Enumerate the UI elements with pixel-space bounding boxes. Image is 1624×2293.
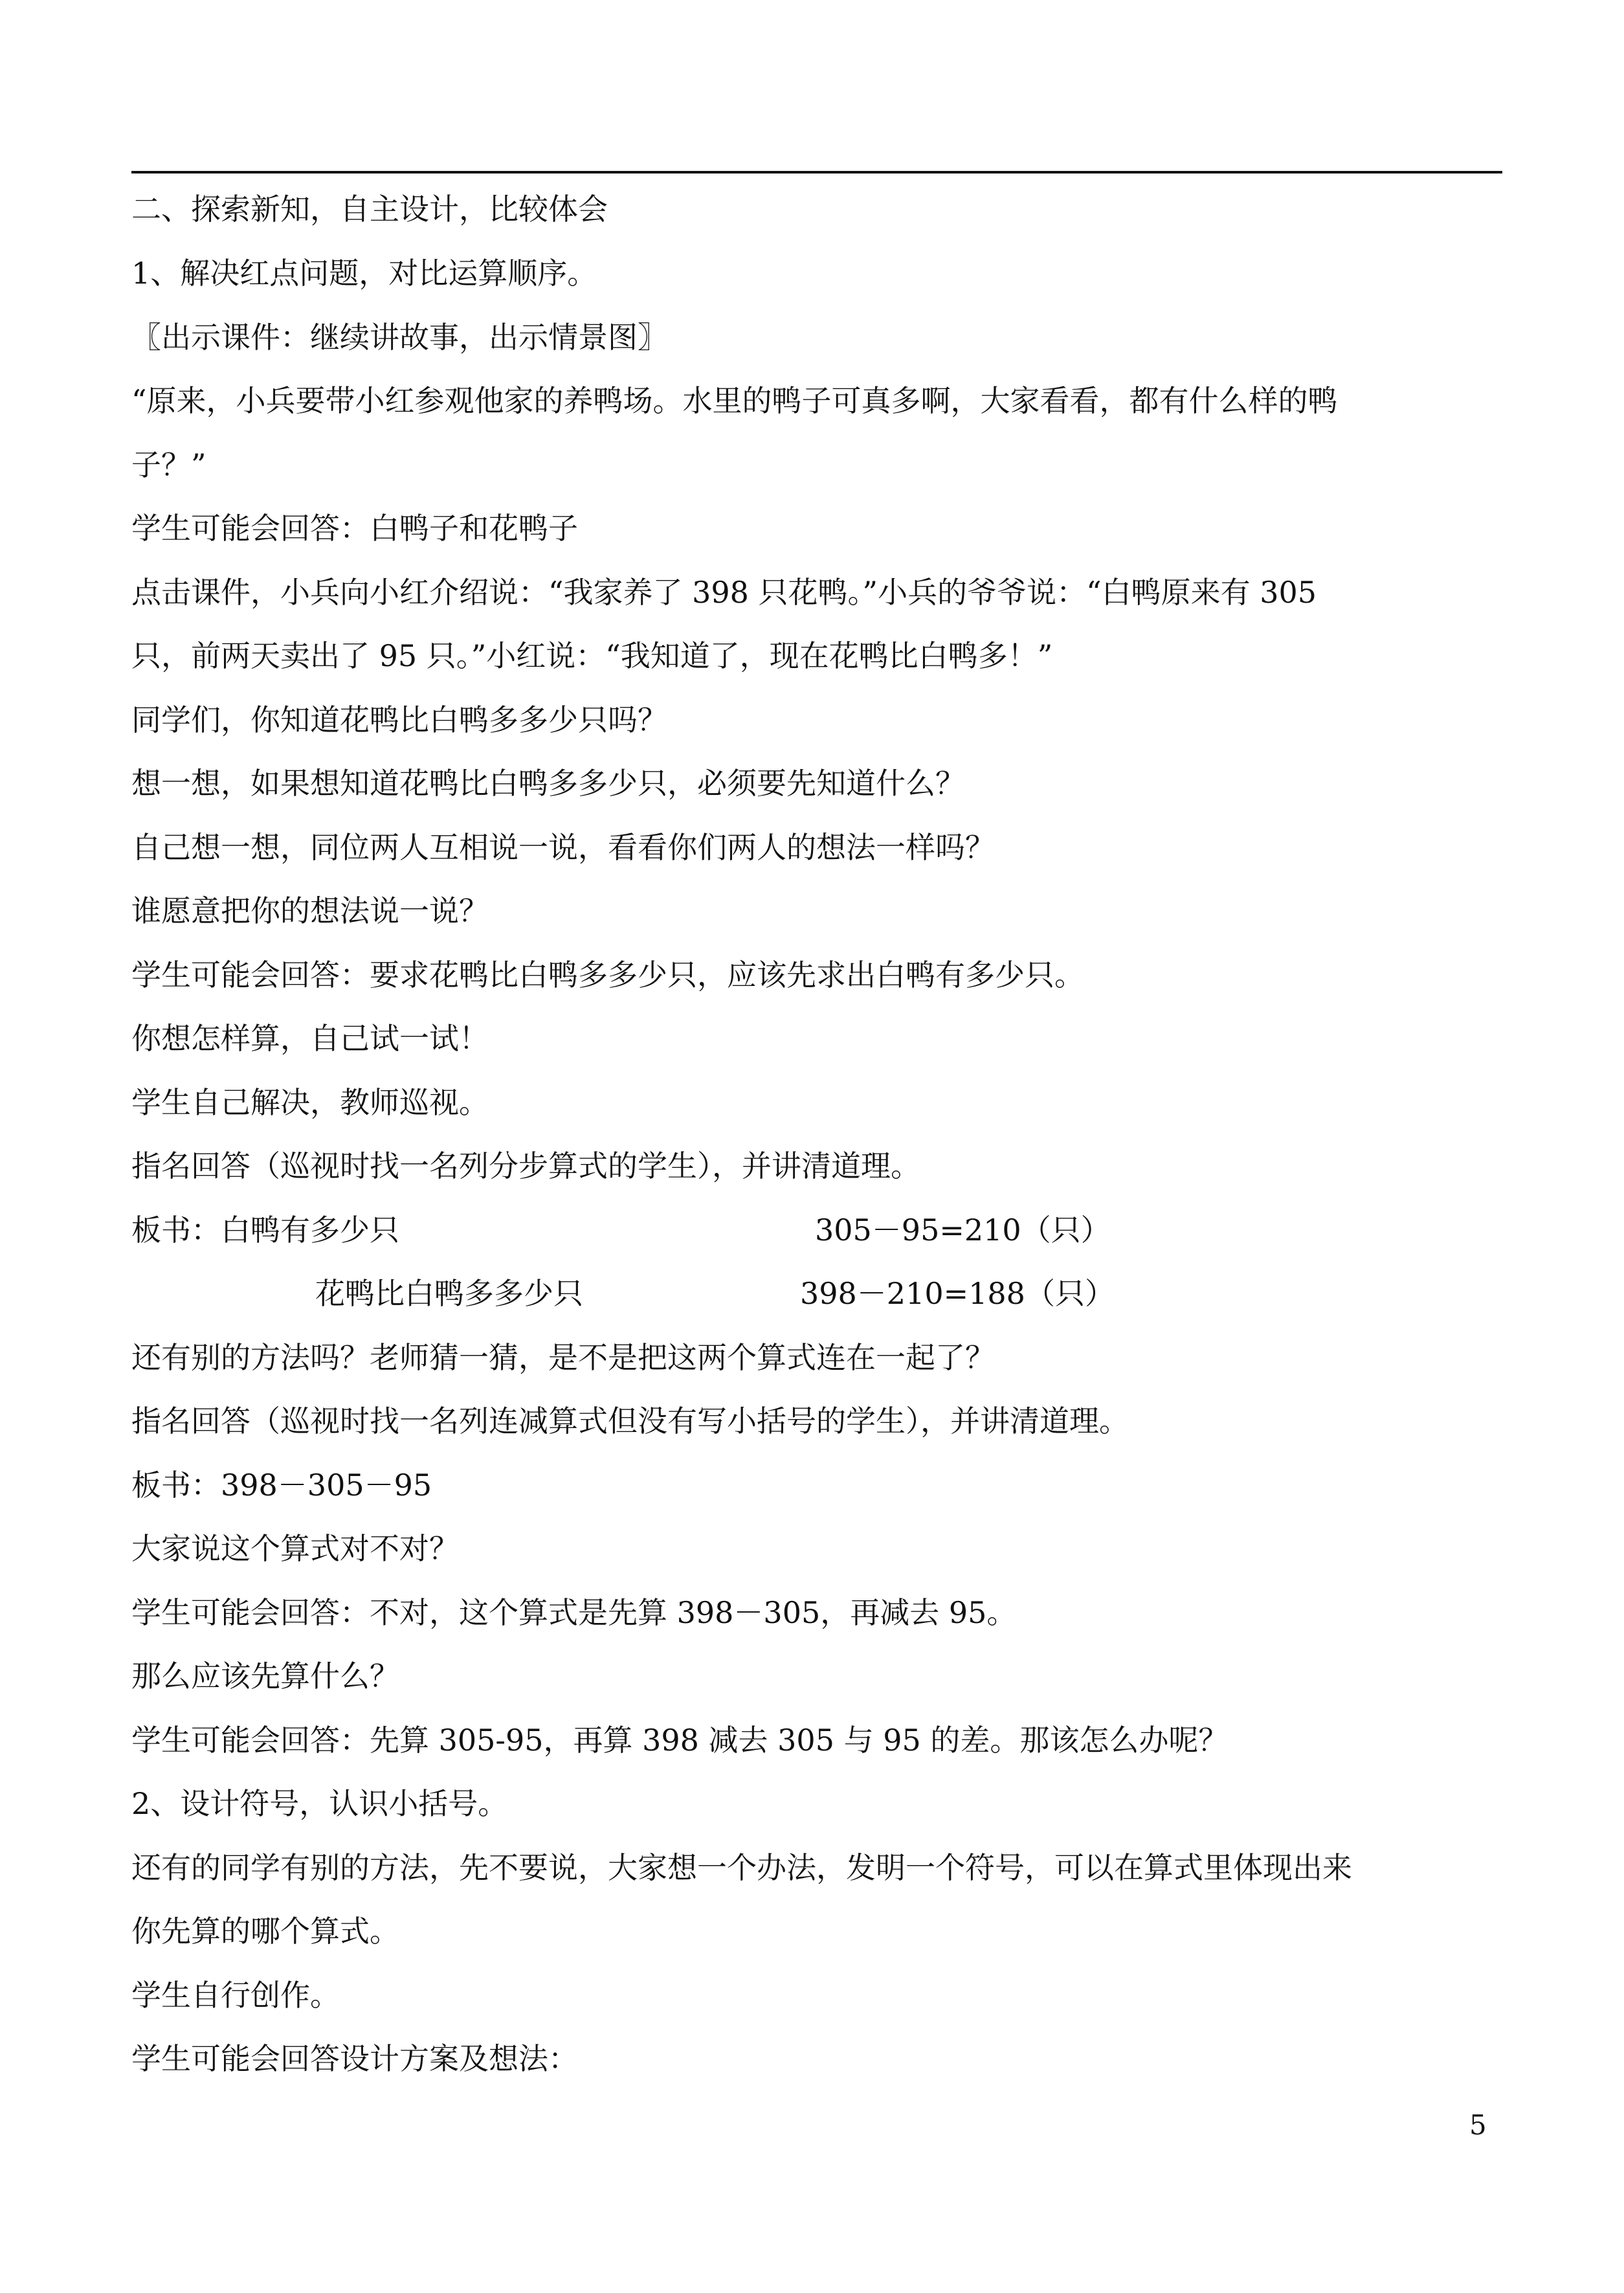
paragraph: 指名回答（巡视时找一名列连减算式但没有写小括号的学生），并讲清道理。 xyxy=(131,1404,1129,1438)
paragraph: 自己想一想，同位两人互相说一说，看看你们两人的想法一样吗？ xyxy=(131,830,995,865)
board-row-2-formula: 398－210=188（只） xyxy=(800,1276,1115,1311)
paragraph: 学生可能会回答：要求花鸭比白鸭多多少只，应该先求出白鸭有多少只。 xyxy=(131,957,1084,992)
paragraph: “原来，小兵要带小红参观他家的养鸭场。水里的鸭子可真多啊，大家看看，都有什么样的鸭 xyxy=(131,383,1338,418)
paragraph: 学生可能会回答：不对，这个算式是先算 398－305，再减去 95。 xyxy=(131,1595,1017,1630)
paragraph: 板书：398－305－95 xyxy=(131,1468,432,1503)
paragraph: 还有的同学有别的方法，先不要说，大家想一个办法，发明一个符号，可以在算式里体现出来 xyxy=(131,1850,1352,1885)
board-row-1-label: 板书：白鸭有多少只 xyxy=(131,1213,399,1247)
board-row-1-formula: 305－95=210（只） xyxy=(815,1213,1111,1247)
paragraph: 谁愿意把你的想法说一说？ xyxy=(131,893,489,928)
page-number: 5 xyxy=(1469,2109,1487,2141)
paragraph: 学生自行创作。 xyxy=(131,1978,340,2013)
paragraph: 子？” xyxy=(131,447,206,482)
paragraph: 同学们，你知道花鸭比白鸭多多少只吗？ xyxy=(131,702,667,737)
paragraph: 学生可能会回答设计方案及想法： xyxy=(131,2041,578,2076)
paragraph: 学生可能会回答：先算 305-95，再算 398 减去 305 与 95 的差。那该怎么办呢？ xyxy=(131,1723,1229,1758)
paragraph: 学生可能会回答：白鸭子和花鸭子 xyxy=(131,511,578,546)
paragraph: 点击课件，小兵向小红介绍说：“我家养了 398 只花鸭。”小兵的爷爷说：“白鸭原来有 305 xyxy=(131,575,1317,610)
board-row-2-label: 花鸭比白鸭多多少只 xyxy=(315,1276,583,1311)
header-rule xyxy=(131,171,1502,173)
paragraph: 想一想，如果想知道花鸭比白鸭多多少只，必须要先知道什么？ xyxy=(131,766,965,801)
subsection-heading: 2、设计符号，认识小括号。 xyxy=(131,1786,508,1821)
paragraph: 指名回答（巡视时找一名列分步算式的学生），并讲清道理。 xyxy=(131,1148,920,1183)
paragraph: 还有别的方法吗？老师猜一猜，是不是把这两个算式连在一起了？ xyxy=(131,1340,995,1375)
paragraph: 那么应该先算什么？ xyxy=(131,1659,399,1694)
paragraph: 学生自己解决，教师巡视。 xyxy=(131,1085,489,1120)
paragraph: 你想怎样算，自己试一试！ xyxy=(131,1021,489,1056)
paragraph: 只，前两天卖出了 95 只。”小红说：“我知道了，现在花鸭比白鸭多！” xyxy=(131,638,1053,673)
paragraph: 你先算的哪个算式。 xyxy=(131,1914,399,1949)
paragraph: 〖出示课件：继续讲故事，出示情景图〗 xyxy=(131,320,667,355)
paragraph: 大家说这个算式对不对？ xyxy=(131,1531,459,1566)
subsection-heading: 1、解决红点问题，对比运算顺序。 xyxy=(131,256,597,291)
section-heading: 二、探索新知，自主设计，比较体会 xyxy=(131,192,608,227)
